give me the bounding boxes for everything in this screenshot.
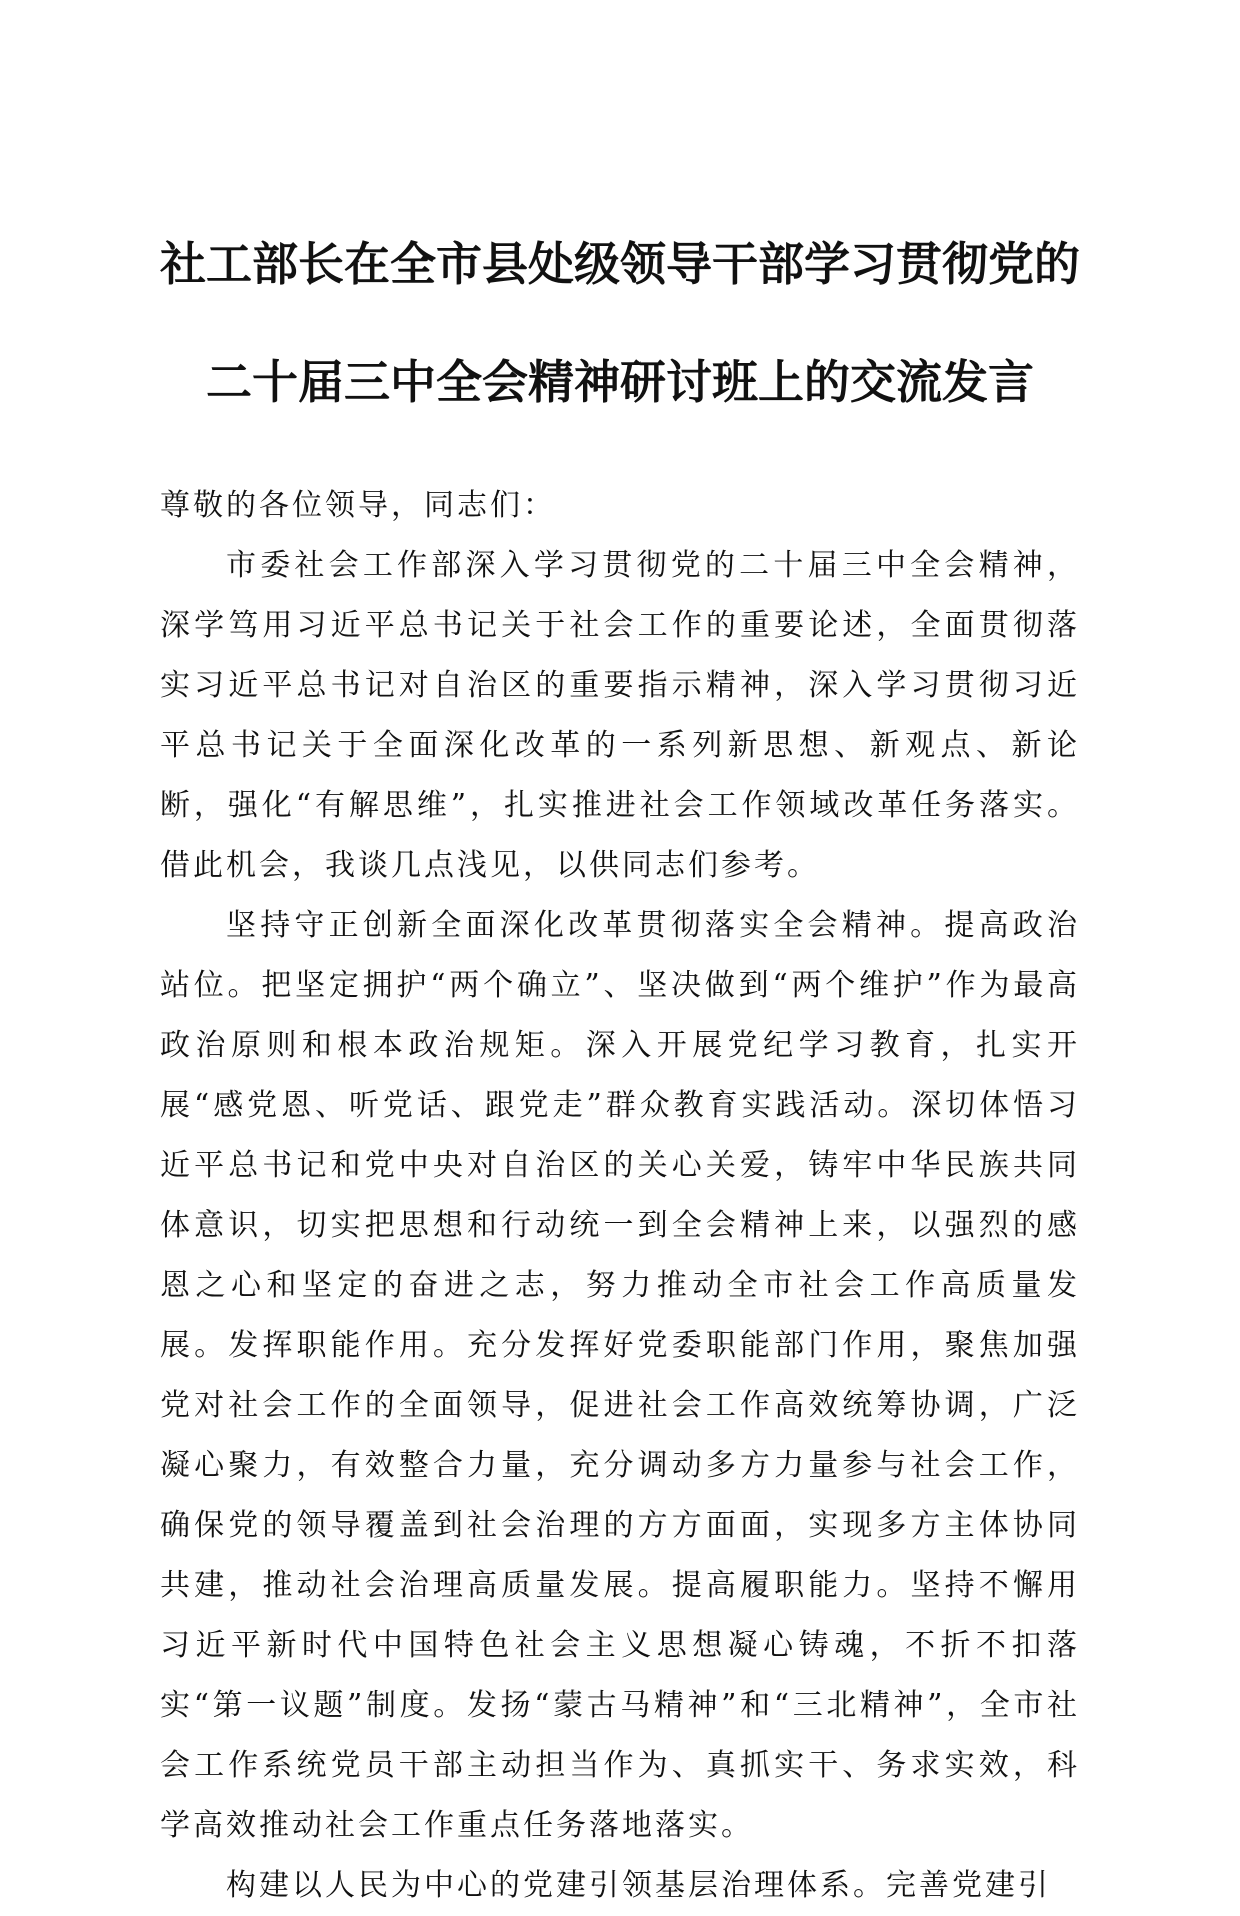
document-title-line-1: 社工部长在全市县处级领导干部学习贯彻党的: [160, 237, 1080, 291]
paragraph-intro: 市委社会工作部深入学习贯彻党的二十届三中全会精神，深学笃用习近平总书记关于社会工作的重要论述，全面贯彻落实习近平总书记对自治区的重要指示精神，深入学习贯彻习近平总书记关于全面深化改革的一系列新思想、新观点、新论断，强化“有解思维”，扎实推进社会工作领域改革任务落实。借此机会，我谈几点浅见，以供同志们参考。: [160, 548, 1080, 883]
salutation: 尊敬的各位领导，同志们：: [160, 488, 556, 523]
paragraph-section-2: 构建以人民为中心的党建引领基层治理体系。完善党建引: [226, 1868, 1051, 1903]
document-title-line-2: 二十届三中全会精神研讨班上的交流发言: [206, 355, 1034, 409]
paragraph-section-1: 坚持守正创新全面深化改革贯彻落实全会精神。提高政治站位。把坚定拥护“两个确立”、坚决做到“两个维护”作为最高政治原则和根本政治规矩。深入开展党纪学习教育，扎实开展“感党恩、听党话、跟党走”群众教育实践活动。深切体悟习近平总书记和党中央对自治区的关心关爱，铸牢中华民族共同体意识，切实把思想和行动统一到全会精神上来，以强烈的感恩之心和坚定的奋进之志，努力推动全市社会工作高质量发展。发挥职能作用。充分发挥好党委职能部门作用，聚焦加强党对社会工作的全面领导，促进社会工作高效统筹协调，广泛凝心聚力，有效整合力量，充分调动多方力量参与社会工作，确保党的领导覆盖到社会治理的方方面面，实现多方主体协同共建，推动社会治理高质量发展。提高履职能力。坚持不懈用习近平新时代中国特色社会主义思想凝心铸魂，不折不扣落实“第一议题”制度。发扬“蒙古马精神”和“三北精神”，全市社会工作系统党员干部主动担当作为、真抓实干、务求实效，科学高效推动社会工作重点任务落地落实。: [160, 908, 1080, 1843]
document-body: [160, 476, 1080, 1916]
